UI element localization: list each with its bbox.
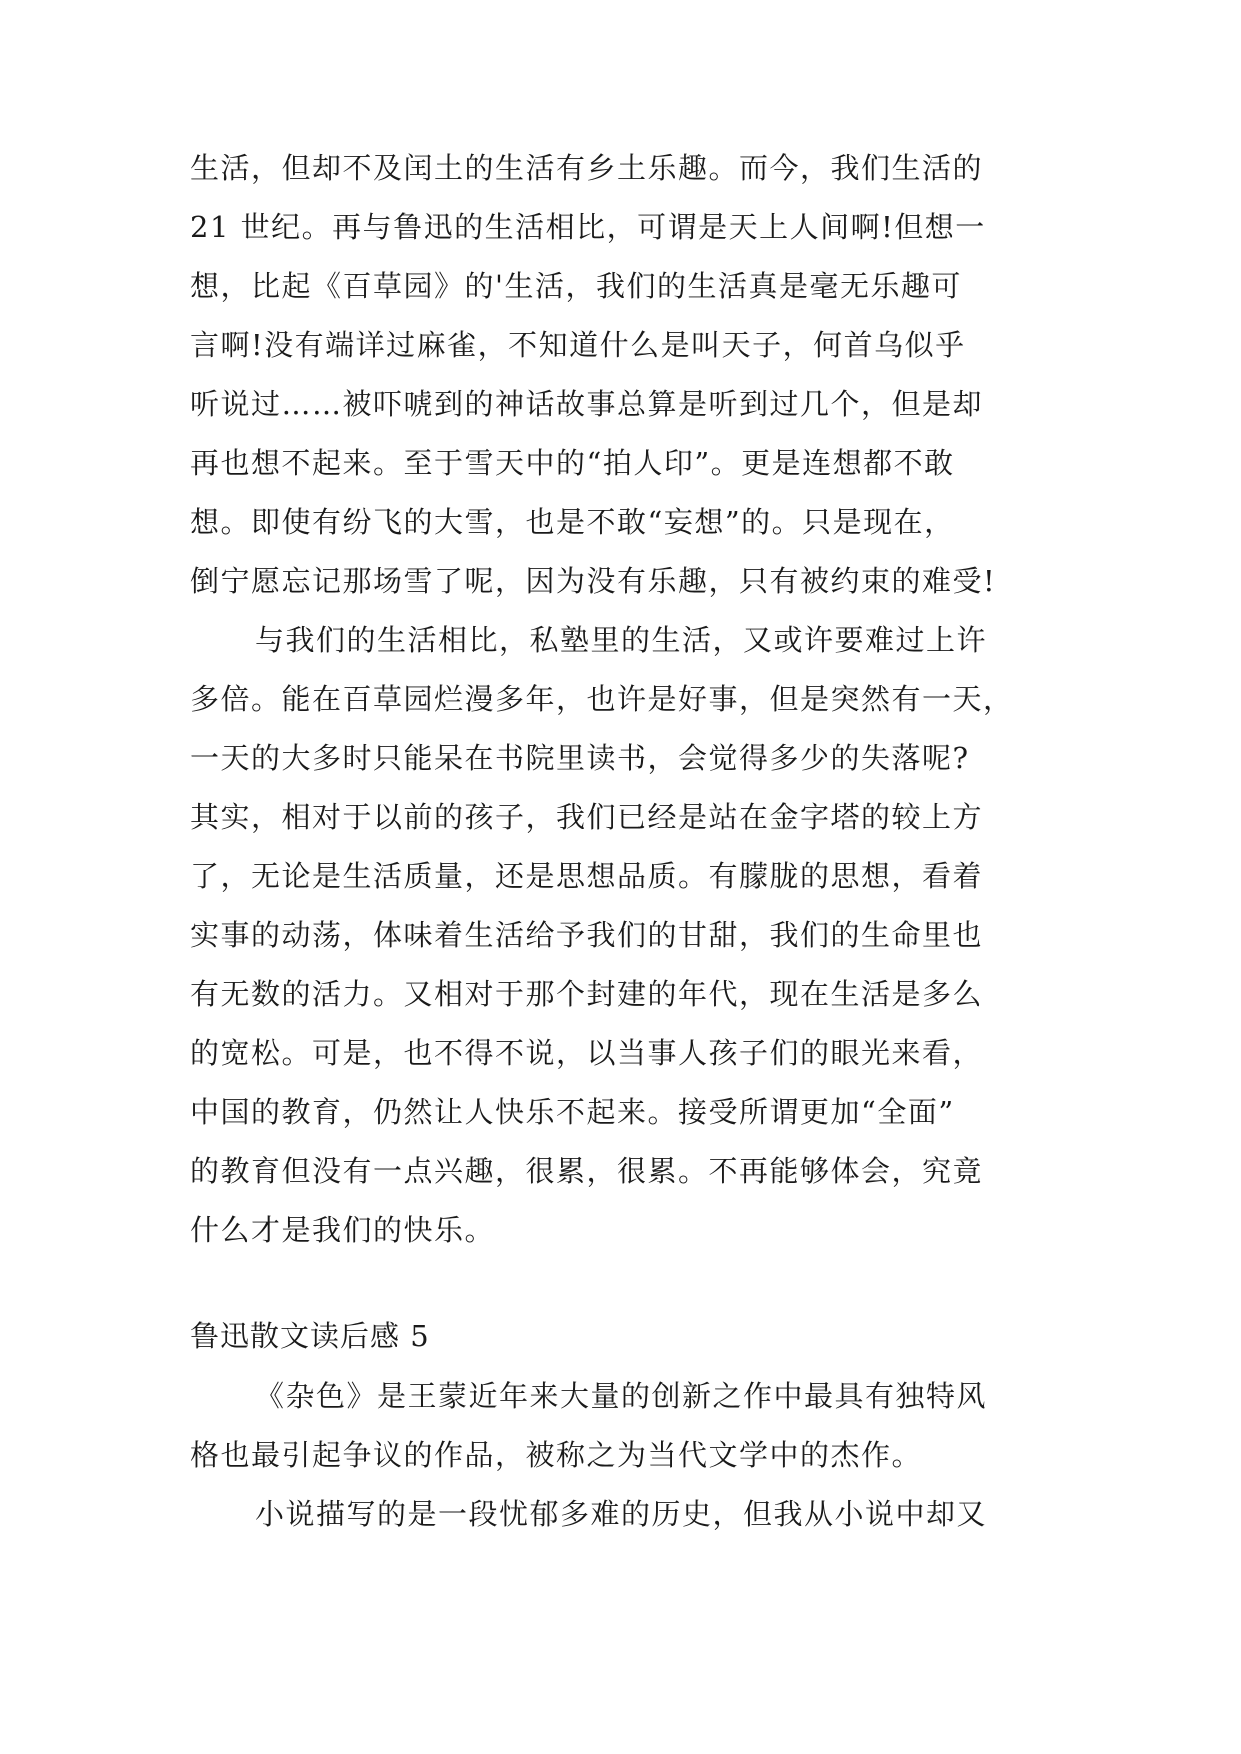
text-line: 中国的教育，仍然让人快乐不起来。接受所谓更加“全面” (190, 1095, 955, 1129)
text-line: 什么才是我们的快乐。 (190, 1213, 496, 1247)
text-line: 小说描写的是一段忧郁多难的历史，但我从小说中却又 (255, 1497, 988, 1531)
text-line: 想，比起《百草园》的'生活，我们的生活真是毫无乐趣可 (190, 269, 962, 303)
text-line: 言啊!没有端详过麻雀，不知道什么是叫天子，何首乌似乎 (190, 328, 966, 362)
text-line: 的宽松。可是，也不得不说，以当事人孩子们的眼光来看， (190, 1036, 984, 1070)
text-line: 再也想不起来。至于雪天中的“拍人印”。更是连想都不敢 (190, 446, 955, 480)
text-line: 一天的大多时只能呆在书院里读书，会觉得多少的失落呢? (190, 741, 970, 775)
text-line: 多倍。能在百草园烂漫多年，也许是好事，但是突然有一天， (190, 682, 1014, 716)
text-line: 有无数的活力。又相对于那个封建的年代，现在生活是多么 (190, 977, 984, 1011)
text-line: 其实，相对于以前的孩子，我们已经是站在金字塔的较上方 (190, 800, 984, 834)
text-line: 的教育但没有一点兴趣，很累，很累。不再能够体会，究竟 (190, 1154, 984, 1188)
text-line: 听说过……被吓唬到的神话故事总算是听到过几个，但是却 (190, 387, 984, 421)
text-line: 21 世纪。再与鲁迅的生活相比，可谓是天上人间啊!但想一 (190, 210, 986, 244)
text-line: 格也最引起争议的作品，被称之为当代文学中的杰作。 (190, 1438, 923, 1472)
text-line: 想。即使有纷飞的大雪，也是不敢“妄想”的。只是现在， (190, 505, 955, 539)
text-line: 生活，但却不及闰土的生活有乡土乐趣。而今，我们生活的 (190, 151, 984, 185)
text-line: 实事的动荡，体味着生活给予我们的甘甜，我们的生命里也 (190, 918, 984, 952)
text-line: 与我们的生活相比，私塾里的生活，又或许要难过上许 (255, 623, 988, 657)
section-heading: 鲁迅散文读后感 5 (190, 1319, 430, 1353)
text-line: 倒宁愿忘记那场雪了呢，因为没有乐趣，只有被约束的难受! (190, 564, 997, 598)
text-line: 《杂色》是王蒙近年来大量的创新之作中最具有独特风 (255, 1379, 988, 1413)
text-line: 了，无论是生活质量，还是思想品质。有朦胧的思想，看着 (190, 859, 984, 893)
